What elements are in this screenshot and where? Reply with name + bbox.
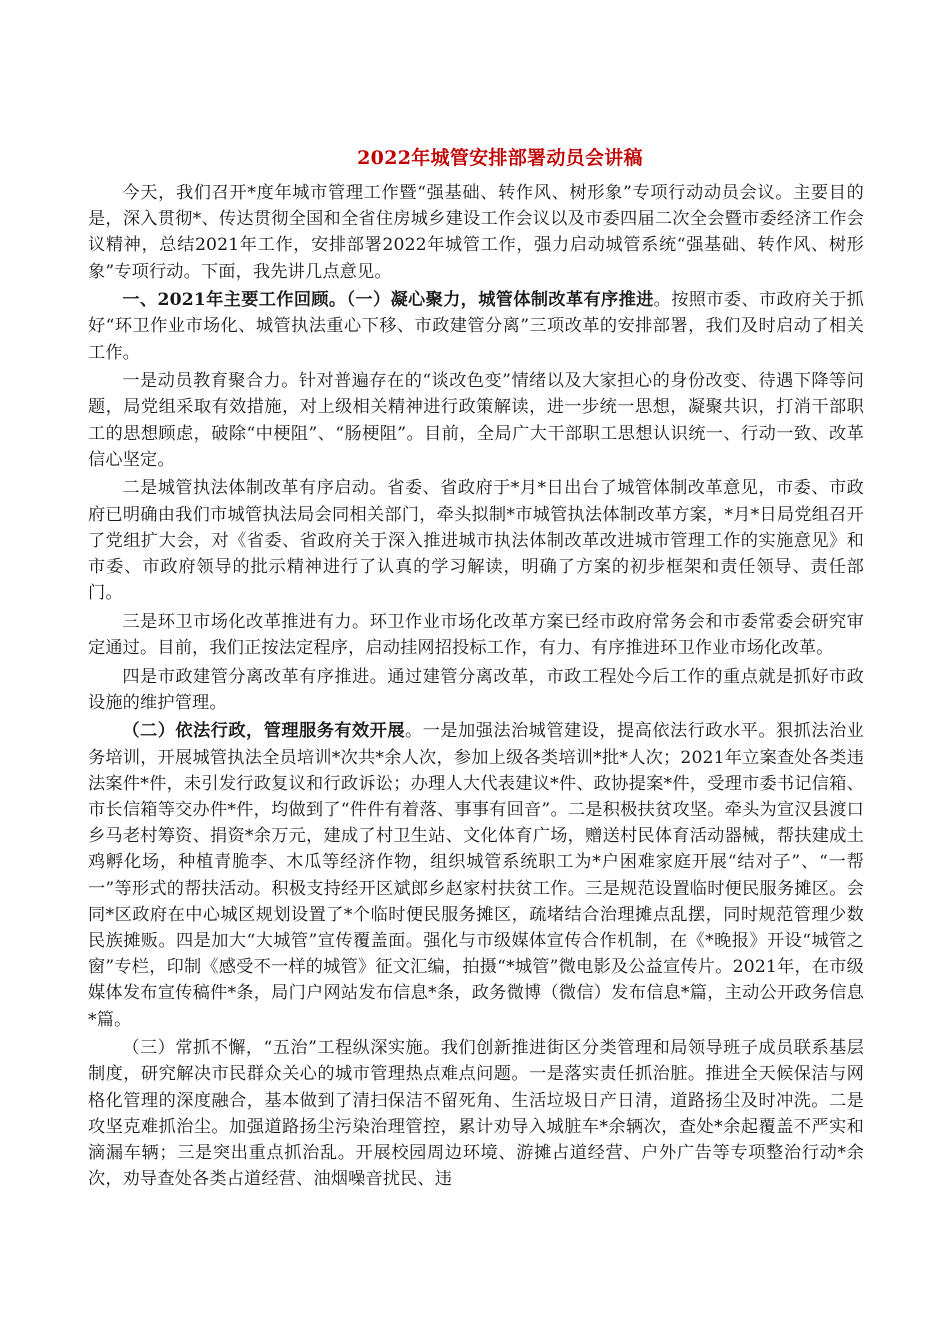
paragraph-text: 一是动员教育聚合力。针对普遍存在的“谈改色变”情绪以及大家担心的身份改变、待遇下降等问题，局党组采取有效措施，对上级相关精神进行政策解读，进一步统一思想，凝聚共识，打消干部职工的思想顾虑，破除“中梗阻”、“肠梗阻”。目前，全局广大干部职工思想认识统一、行动一致、改革信心坚定。	[88, 371, 864, 470]
section-heading: （二）依法行政，管理服务有效开展	[122, 721, 406, 742]
paragraph-item-2	[88, 475, 864, 606]
paragraph-text: 今天，我们召开*度年城市管理工作暨“强基础、转作风、树形象”专项行动动员会议。主要目的是，深入贯彻*、传达贯彻全国和全省住房城乡建设工作会议以及市委四届二次全会暨市委经济工作会议精神，总结2021年工作，安排部署2022年城管工作，强力启动城管系统“强基础、转作风、树形象”专项行动。下面，我先讲几点意见。	[88, 183, 864, 282]
paragraph-section-3	[88, 1035, 864, 1192]
paragraph-text: 。一是加强法治城管建设，提高依法行政水平。狠抓法治业务培训，开展城管执法全员培训*次共*余人次，参加上级各类培训*批*人次；2021年立案查处各类违法案件*件，未引发行政复议和行政诉讼；办理人大代表建议*件、政协提案*件，受理市委书记信箱、市长信箱等交办件*件，均做到了“件件有着落、事事有回音”。二是积极扶贫攻坚。牵头为宣汉县渡口乡马老村筹资、捐资*余万元，建成了村卫生站、文化体育广场，赠送村民体育活动器械，帮扶建成土鸡孵化场，种植青脆李、木瓜等经济作物，组织城管系统职工为*户困难家庭开展“结对子”、“一帮一”等形式的帮扶活动。积极支持经开区斌郎乡赵家村扶贫工作。三是规范设置临时便民服务摊区。会同*区政府在中心城区规划设置了*个临时便民服务摊区，疏堵结合治理摊点乱摆，同时规范管理少数民族摊贩。四是加大“大城管”宣传覆盖面。强化与市级媒体宣传合作机制，在《*晚报》开设“城管之窗”专栏，印制《感受不一样的城管》征文汇编，拍摄“*城管”微电影及公益宣传片。2021年，在市级媒体发布宣传稿件*条，局门户网站发布信息*条，政务微博（微信）发布信息*篇，主动公开政务信息*篇。	[88, 721, 864, 1030]
document-title: 2022年城管安排部署动员会讲稿	[357, 147, 643, 169]
paragraph-text: 四是市政建管分离改革有序推进。通过建管分离改革，市政工程处今后工作的重点就是抓好市政设施的维护管理。	[88, 666, 864, 713]
section-heading: 一、2021年主要工作回顾。（一）凝心聚力，城管体制改革有序推进	[122, 290, 654, 311]
document-body	[88, 180, 864, 1195]
paragraph-text: 二是城管执法体制改革有序启动。省委、省政府于*月*日出台了城管体制改革意见，市委、市政府已明确由我们市城管执法局会同相关部门，牵头拟制*市城管执法体制改革方案，*月*日局党组召开了党组扩大会，对《省委、省政府关于深入推进城市执法体制改革改进城市管理工作的实施意见》和市委、市政府领导的批示精神进行了认真的学习解读，明确了方案的初步框架和责任领导、责任部门。	[88, 478, 864, 604]
paragraph-item-1	[88, 368, 864, 473]
paragraph-item-4	[88, 664, 864, 716]
paragraph-intro	[88, 180, 864, 285]
paragraph-item-3	[88, 609, 864, 661]
paragraph-section-2	[88, 718, 864, 1032]
paragraph-text: 。按照市委、市政府关于抓好“环卫作业市场化、城管执法重心下移、市政建管分离”三项改革的安排部署，我们及时启动了相关工作。	[88, 290, 864, 363]
paragraph-text: 三是环卫市场化改革推进有力。环卫作业市场化改革方案已经市政府常务会和市委常委会研究审定通过。目前，我们正按法定程序，启动挂网招投标工作，有力、有序推进环卫作业市场化改革。	[88, 611, 864, 659]
paragraph-section-1-heading	[88, 287, 864, 366]
paragraph-text: （三）常抓不懈，“五治”工程纵深实施。我们创新推进街区分类管理和局领导班子成员联系基层制度，研究解决市民群众关心的城市管理热点难点问题。一是落实责任抓治脏。推进全天候保洁与网格化管理的深度融合，基本做到了清扫保洁不留死角、生活垃圾日产日清，道路扬尘及时冲洗。二是攻坚克难抓治尘。加强道路扬尘污染治理管控，累计劝导入城脏车*余辆次，查处*余起覆盖不严实和滴漏车辆；三是突出重点抓治乱。开展校园周边环境、游摊占道经营、户外广告等专项整治行动*余次，劝导查处各类占道经营、油烟噪音扰民、违	[88, 1038, 864, 1190]
